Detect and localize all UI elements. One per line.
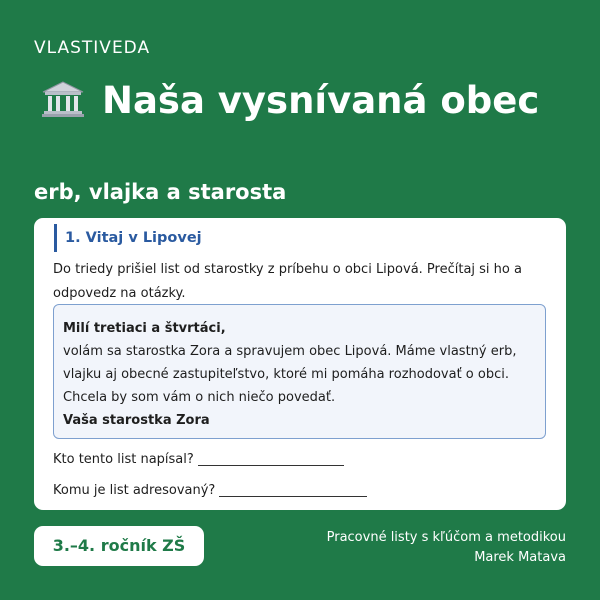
grade-badge: 3.–4. ročník ZŠ [34,526,204,566]
classical-building-icon [40,81,86,117]
letter-box [53,304,546,439]
answer-blank-1[interactable] [198,451,344,466]
footer-author: Marek Matava [474,550,566,565]
answer-blank-2[interactable] [219,482,367,497]
page-title-text: Naša vysnívaná obec [102,79,540,122]
subject-label: VLASTIVEDA [34,38,151,58]
section-title: 1. Vitaj v Lipovej [54,224,202,252]
intro-text: Do triedy prišiel list od starostky z príbehu o obci Lipová. Prečítaj si ho a odpovedz na otázky. [53,262,522,301]
letter-body: volám sa starostka Zora a spravujem obec Lipová. Máme vlastný erb, vlajku aj obecné zastupiteľstvo, ktoré mi pomáha rozhodovať o obci. Chcela by som vám o nich niečo povedať. [63,344,517,405]
question-2 [53,481,367,501]
footer [327,528,566,568]
page-title [34,78,574,124]
letter-greeting: Milí tretiaci a štvrtáci, [63,321,226,336]
letter-signature: Vaša starostka Zora [63,413,210,428]
question-1-text: Kto tento list napísal? [53,452,194,467]
question-2-text: Komu je list adresovaný? [53,483,216,498]
footer-description: Pracovné listy s kľúčom a metodikou [326,530,566,545]
question-1 [53,450,344,470]
page-subtitle: erb, vlajka a starosta [34,180,287,204]
worksheet-card [34,218,566,510]
